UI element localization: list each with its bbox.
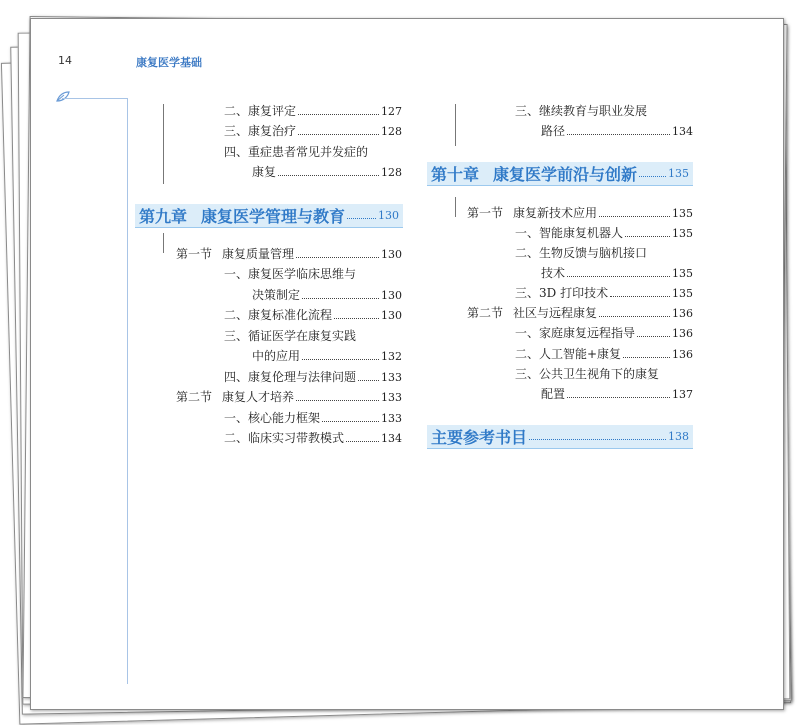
- toc-entry-line1[interactable]: 三、继续教育与职业发展: [515, 104, 648, 118]
- toc-entry-line1[interactable]: 三、循证医学在康复实践: [224, 329, 357, 343]
- column-tick: [455, 197, 456, 217]
- toc-entry[interactable]: 二、康复标准化流程 130: [224, 308, 402, 322]
- toc-section[interactable]: 第一节 康复质量管理 130: [176, 247, 402, 261]
- toc-page: [30, 18, 784, 710]
- toc-entry-line1[interactable]: 四、重症患者常见并发症的: [224, 145, 369, 159]
- column-tick: [163, 233, 164, 253]
- toc-entry[interactable]: 二、康复评定 127: [224, 104, 402, 118]
- running-header-title: 康复医学基础: [136, 56, 202, 69]
- toc-entry[interactable]: 配置 137: [541, 387, 693, 401]
- toc-entry-line1[interactable]: 三、公共卫生视角下的康复: [515, 367, 660, 381]
- toc-entry[interactable]: 中的应用 132: [252, 349, 402, 363]
- toc-entry[interactable]: 二、临床实习带教模式 134: [224, 431, 402, 445]
- toc-entry[interactable]: 一、核心能力框架 133: [224, 411, 402, 425]
- toc-entry[interactable]: 一、智能康复机器人 135: [515, 226, 693, 240]
- toc-entry[interactable]: 决策制定 130: [252, 288, 402, 302]
- decorative-rule: [62, 98, 122, 99]
- chapter-heading[interactable]: 第十章 康复医学前沿与创新 135: [427, 162, 693, 186]
- decorative-vertical-rule: [127, 102, 128, 684]
- toc-section[interactable]: 第二节 康复人才培养 133: [176, 390, 402, 404]
- toc-entry[interactable]: 康复 128: [252, 165, 402, 179]
- toc-entry[interactable]: 路径 134: [541, 124, 693, 138]
- toc-section[interactable]: 第一节 康复新技术应用 135: [467, 206, 693, 220]
- toc-entry[interactable]: 四、康复伦理与法律问题 133: [224, 370, 402, 384]
- toc-entry[interactable]: 技术 135: [541, 266, 693, 280]
- toc-entry-line1[interactable]: 一、康复医学临床思维与: [224, 267, 357, 281]
- toc-entry[interactable]: 三、3D 打印技术 135: [515, 286, 693, 300]
- column-tick: [455, 104, 456, 146]
- toc-entry[interactable]: 一、家庭康复远程指导 136: [515, 326, 693, 340]
- column-tick: [163, 104, 164, 184]
- chapter-heading[interactable]: 第九章 康复医学管理与教育 130: [135, 204, 403, 228]
- toc-entry[interactable]: 二、人工智能+康复 136: [515, 347, 693, 361]
- toc-section[interactable]: 第二节 社区与远程康复 136: [467, 306, 693, 320]
- page-number: 14: [58, 54, 72, 67]
- toc-entry-line1[interactable]: 二、生物反馈与脑机接口: [515, 246, 648, 260]
- toc-entry[interactable]: 三、康复治疗 128: [224, 124, 402, 138]
- references-heading[interactable]: 主要参考书目 138: [427, 425, 693, 449]
